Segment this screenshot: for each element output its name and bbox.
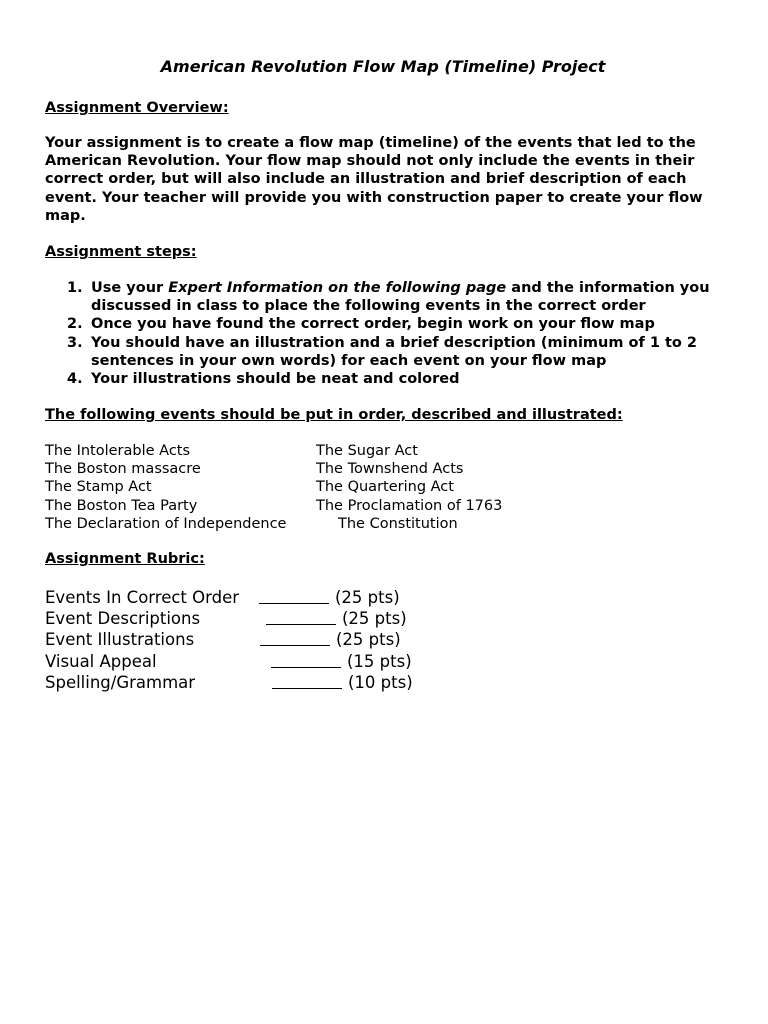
rubric-score-blank — [266, 608, 407, 629]
events-list — [45, 442, 735, 533]
rubric-label: Visual Appeal — [45, 651, 157, 671]
step-item — [45, 315, 735, 333]
events-heading: The following events should be put in order, described and illustrated: — [45, 407, 623, 423]
event-row — [45, 515, 735, 533]
event-row — [45, 460, 735, 478]
step-number: 4. — [67, 371, 83, 388]
score-line — [266, 608, 336, 625]
event-row — [45, 442, 735, 460]
rubric-points: (15 pts) — [347, 651, 412, 671]
event-right: The Constitution — [338, 515, 458, 532]
document-title: American Revolution Flow Map (Timeline) Project — [160, 57, 606, 76]
overview-heading: Assignment Overview: — [45, 100, 229, 116]
event-left: The Stamp Act — [45, 479, 152, 496]
step-number: 3. — [67, 334, 83, 351]
rubric-heading: Assignment Rubric: — [45, 551, 205, 567]
step-text-pre: Use your — [91, 280, 169, 296]
event-left: The Declaration of Independence — [45, 515, 287, 532]
event-row — [45, 478, 735, 496]
event-right: The Sugar Act — [316, 443, 418, 459]
rubric-points: (10 pts) — [348, 672, 413, 692]
rubric-label: Spelling/Grammar — [45, 672, 196, 692]
rubric-score-blank — [260, 629, 401, 650]
rubric-label: Event Descriptions — [45, 609, 201, 629]
step-item — [45, 279, 735, 315]
step-text: You should have an illustration and a brief description (minimum of 1 to 2 sentences in your own words) for each event on your flow map — [91, 334, 698, 369]
event-right: The Townshend Acts — [316, 461, 464, 478]
step-text-post: and the information you discussed in class to place the following events in the correct order — [91, 280, 710, 315]
rubric-score-blank — [259, 587, 400, 608]
score-line — [271, 651, 341, 668]
step-number: 2. — [67, 316, 83, 333]
event-left: The Boston massacre — [45, 461, 201, 478]
step-item — [45, 370, 735, 388]
step-number: 1. — [67, 280, 83, 296]
steps-heading: Assignment steps: — [45, 244, 197, 260]
step-text-emphasis: Expert Information on the following page — [168, 280, 507, 296]
event-left: The Boston Tea Party — [45, 497, 198, 514]
step-item — [45, 334, 735, 370]
rubric-points: (25 pts) — [336, 630, 401, 650]
score-line — [272, 672, 342, 689]
rubric-label: Event Illustrations — [45, 630, 195, 650]
rubric-points: (25 pts) — [342, 609, 407, 629]
rubric-points: (25 pts) — [335, 588, 400, 607]
step-text: Once you have found the correct order, begin work on your flow map — [91, 316, 655, 333]
overview-paragraph: Your assignment is to create a flow map (timeline) of the events that led to the American Revolution. Your flow map should not only include the events in their correct order, but will also include an illustration and brief description of each event. Your teacher will provide you with construction paper to create your flow map. — [45, 135, 703, 224]
event-left: The Intolerable Acts — [45, 443, 191, 459]
event-row — [45, 497, 735, 515]
steps-list — [45, 279, 735, 388]
event-right: The Quartering Act — [316, 479, 454, 496]
event-right: The Proclamation of 1763 — [316, 497, 503, 514]
rubric-score-blank — [271, 651, 412, 672]
rubric-score-blank — [272, 672, 413, 693]
step-text: Your illustrations should be neat and colored — [91, 371, 460, 388]
rubric-label: Events In Correct Order — [45, 588, 240, 607]
score-line — [260, 629, 330, 646]
score-line — [259, 587, 329, 604]
